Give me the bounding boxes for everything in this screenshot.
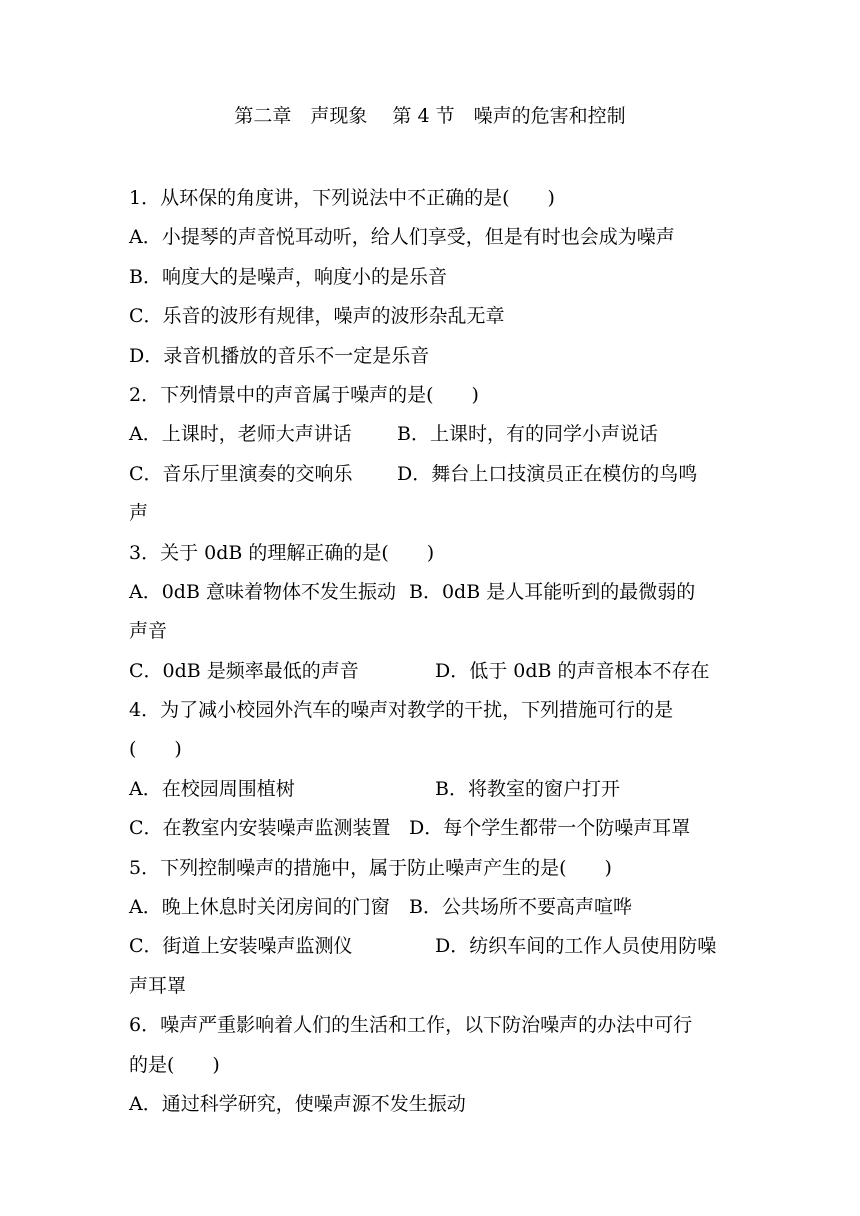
question-4-options-cd (129, 809, 735, 848)
question-4-stem-continued: ( ) (129, 738, 182, 761)
question-5-options-ab (129, 888, 735, 927)
question-6-stem-continued: 的是( ) (129, 1053, 220, 1076)
question-3-option-d: D．低于 0dB 的声音根本不存在 (435, 659, 710, 682)
question-6-option-a: A．通过科学研究，使噪声源不发生振动 (129, 1092, 466, 1115)
question-3-option-a: A．0dB 意味着物体不发生振动 (129, 580, 396, 603)
question-5-option-d-continued: 声耳罩 (129, 974, 187, 997)
question-3-option-c: C．0dB 是频率最低的声音 (129, 659, 359, 682)
question-2-option-c: C．音乐厅里演奏的交响乐 (129, 462, 353, 485)
question-6-stem: 6．噪声严重影响着人们的生活和工作，以下防治噪声的办法中可行 (129, 1014, 693, 1037)
question-4-option-a: A．在校园周围植树 (129, 777, 295, 800)
question-5-option-c: C．街道上安装噪声监测仪 (129, 935, 353, 958)
question-5-stem: 5．下列控制噪声的措施中，属于防止噪声产生的是( ) (129, 856, 612, 879)
question-3-options-ab (129, 573, 735, 612)
question-1-option-a: A．小提琴的声音悦耳动听，给人们享受，但是有时也会成为噪声 (129, 226, 675, 249)
question-5-option-d: D．纺织车间的工作人员使用防噪 (435, 935, 717, 958)
question-4-option-b: B．将教室的窗户打开 (435, 777, 620, 800)
question-3-stem: 3．关于 0dB 的理解正确的是( ) (129, 541, 435, 564)
question-4-option-c: C．在教室内安装噪声监测装置 (129, 817, 391, 840)
question-2-options-ab (129, 415, 735, 454)
question-4-options-ab (129, 770, 735, 809)
question-2-option-d-continued: 声 (129, 502, 149, 525)
question-1-option-b: B．响度大的是噪声，响度小的是乐音 (129, 265, 447, 288)
question-2-options-cd (129, 455, 735, 494)
question-4-option-d: D．每个学生都带一个防噪声耳罩 (409, 817, 691, 840)
question-1-option-d: D．录音机播放的音乐不一定是乐音 (129, 344, 430, 367)
question-2-option-b: B．上课时，有的同学小声说话 (397, 423, 658, 446)
page-title: 第二章 声现象 第 4 节 噪声的危害和控制 (234, 105, 626, 127)
question-5-option-a: A．晚上休息时关闭房间的门窗 (129, 896, 390, 919)
question-3-options-cd (129, 652, 735, 691)
question-1-stem: 1．从环保的角度讲，下列说法中不正确的是( ) (129, 187, 555, 209)
question-1-option-c: C．乐音的波形有规律，噪声的波形杂乱无章 (129, 305, 505, 328)
question-3-option-b-continued: 声音 (129, 620, 168, 643)
question-3-option-b: B．0dB 是人耳能听到的最微弱的 (409, 580, 696, 603)
question-list (129, 179, 735, 1124)
question-2-option-d: D．舞台上口技演员正在模仿的鸟鸣 (397, 462, 698, 485)
question-5-option-b: B．公共场所不要高声喧哗 (409, 896, 632, 919)
question-5-options-cd (129, 927, 735, 966)
question-4-stem: 4．为了减小校园外汽车的噪声对教学的干扰，下列措施可行的是 (129, 699, 674, 722)
question-2-option-a: A．上课时，老师大声讲话 (129, 423, 352, 446)
question-2-stem: 2．下列情景中的声音属于噪声的是( ) (129, 383, 479, 406)
